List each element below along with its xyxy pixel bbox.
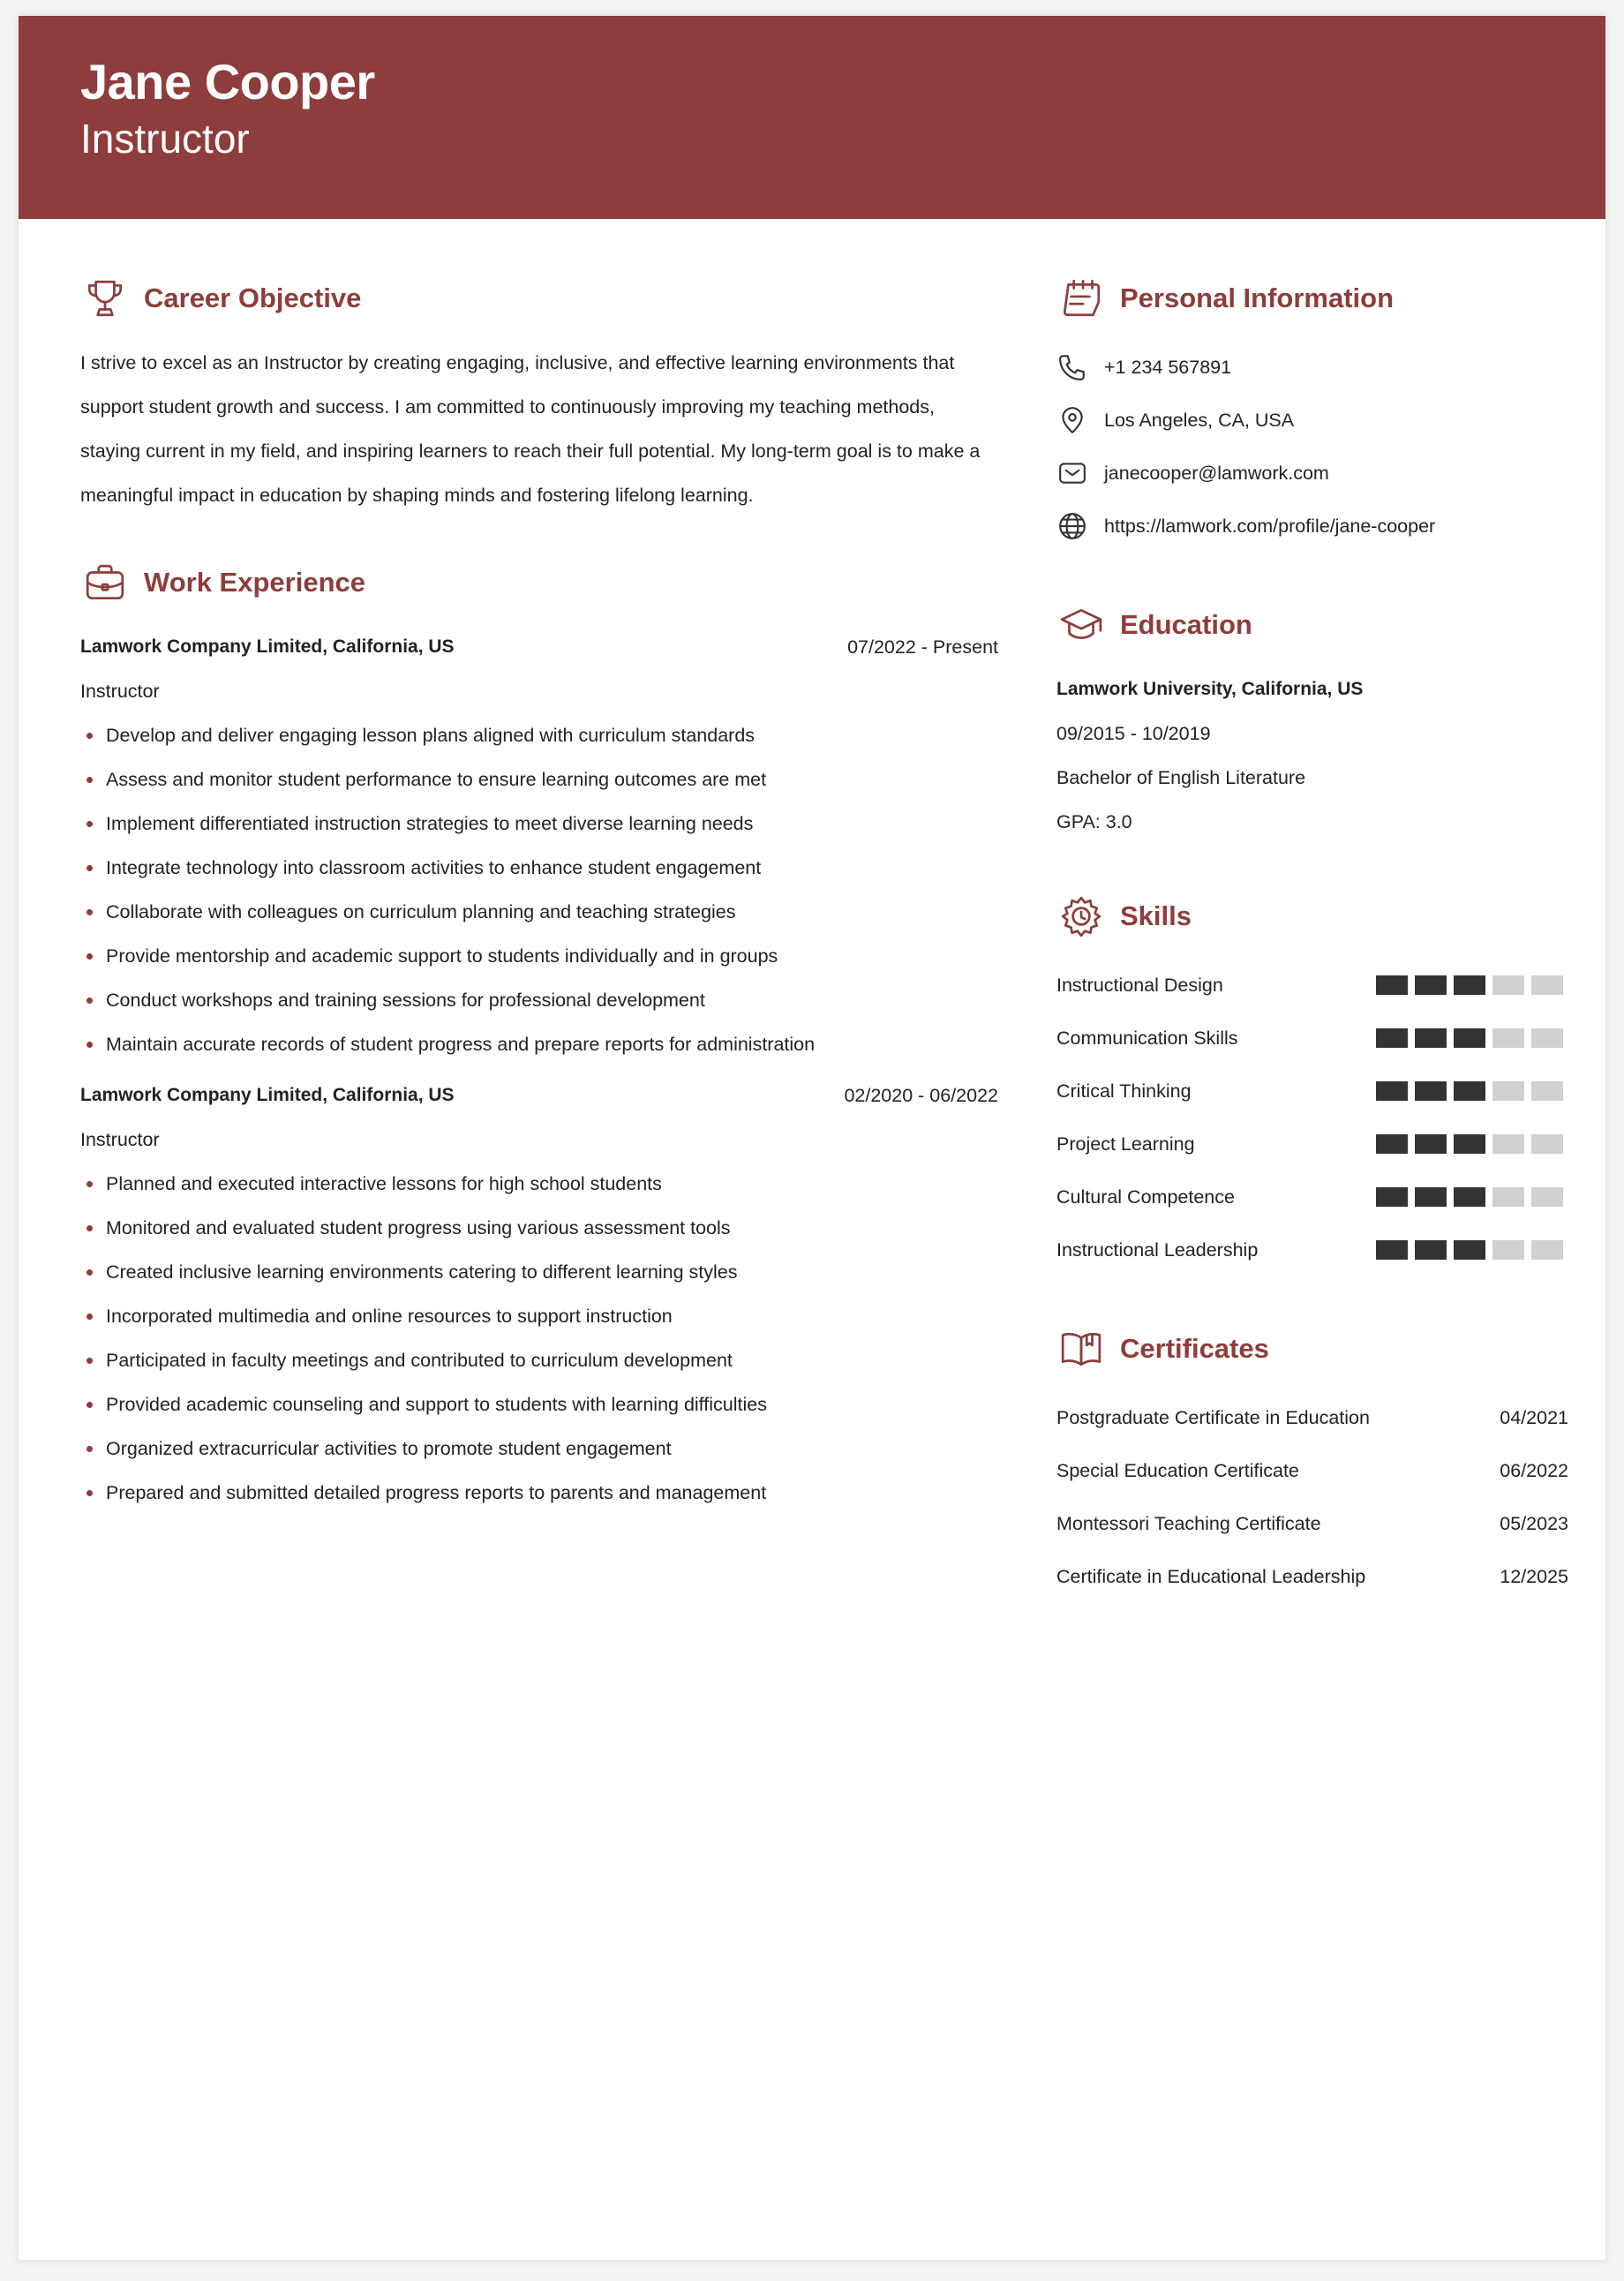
skill-name: Cultural Competence — [1056, 1186, 1235, 1208]
skill-segment-filled — [1454, 1187, 1485, 1207]
skill-segment-empty — [1531, 975, 1563, 995]
skill-segment-empty — [1531, 1134, 1563, 1154]
personal-information-section — [1056, 272, 1568, 553]
skill-segment-filled — [1376, 1028, 1408, 1048]
skill-segment-filled — [1415, 1240, 1447, 1260]
website-text: https://lamwork.com/profile/jane-cooper — [1104, 515, 1436, 537]
job-date: 07/2022 - Present — [847, 636, 998, 658]
section-title: Work Experience — [144, 567, 365, 598]
email-text: janecooper@lamwork.com — [1104, 462, 1329, 484]
certificate-item — [1056, 1444, 1568, 1497]
right-column — [1056, 272, 1568, 1649]
job-bullet: Maintain accurate records of student progress and prepare reports for administration — [80, 1022, 998, 1066]
job-bullet: Provide mentorship and academic support to students individually and in groups — [80, 934, 998, 978]
certificates-heading — [1056, 1322, 1568, 1375]
skill-name: Project Learning — [1056, 1133, 1195, 1155]
job-bullet: Provided academic counseling and support to students with learning difficulties — [80, 1382, 998, 1427]
education-school: Lamwork University, California, US — [1056, 679, 1364, 699]
education-heading — [1056, 598, 1568, 651]
skill-segment-empty — [1492, 1028, 1524, 1048]
certificate-date: 06/2022 — [1500, 1459, 1568, 1481]
job-bullet: Conduct workshops and training sessions for professional development — [80, 978, 998, 1022]
skill-item — [1056, 1171, 1568, 1223]
skill-level-bar — [1376, 1028, 1563, 1048]
skill-segment-empty — [1531, 1081, 1563, 1101]
section-title: Personal Information — [1120, 282, 1395, 313]
job-company: Lamwork Company Limited, California, US — [80, 636, 455, 657]
location-pin-icon — [1056, 404, 1088, 436]
job-bullet: Implement differentiated instruction strategies to meet diverse learning needs — [80, 802, 998, 846]
skills-list — [1056, 959, 1568, 1276]
skill-segment-filled — [1415, 1028, 1447, 1048]
skills-heading — [1056, 890, 1568, 943]
work-experience-heading — [80, 556, 998, 609]
skill-level-bar — [1376, 1134, 1563, 1154]
trophy-icon — [80, 274, 130, 323]
resume-page — [19, 16, 1605, 2260]
skill-segment-filled — [1454, 1028, 1485, 1048]
certificate-date: 12/2025 — [1500, 1565, 1568, 1587]
job-bullet: Develop and deliver engaging lesson plans aligned with curriculum standards — [80, 713, 998, 757]
job-role: Instructor — [80, 681, 160, 702]
skill-segment-filled — [1454, 1240, 1485, 1260]
phone-icon — [1056, 351, 1088, 383]
globe-icon — [1056, 510, 1088, 542]
skill-level-bar — [1376, 1187, 1563, 1207]
skill-segment-filled — [1454, 1081, 1485, 1101]
contact-website — [1056, 500, 1568, 553]
education-gpa: GPA: 3.0 — [1056, 811, 1132, 832]
candidate-role: Instructor — [80, 115, 250, 162]
section-title: Career Objective — [144, 282, 362, 313]
skill-segment-filled — [1376, 1240, 1408, 1260]
phone-text: +1 234 567891 — [1104, 356, 1232, 378]
skill-segment-empty — [1531, 1240, 1563, 1260]
skill-segment-empty — [1531, 1028, 1563, 1048]
skill-item — [1056, 1012, 1568, 1065]
skill-level-bar — [1376, 975, 1563, 995]
envelope-icon — [1056, 457, 1088, 489]
certificate-name: Certificate in Educational Leadership — [1056, 1565, 1366, 1587]
job-bullets — [80, 713, 998, 1066]
job-bullet: Collaborate with colleagues on curriculum planning and teaching strategies — [80, 890, 998, 934]
job-entry — [80, 625, 998, 1066]
skill-name: Instructional Leadership — [1056, 1238, 1259, 1261]
skill-segment-filled — [1376, 1134, 1408, 1154]
skill-level-bar — [1376, 1240, 1563, 1260]
certificate-name: Postgraduate Certificate in Education — [1056, 1406, 1370, 1428]
skill-level-bar — [1376, 1081, 1563, 1101]
skill-name: Communication Skills — [1056, 1027, 1238, 1049]
skill-segment-filled — [1415, 975, 1447, 995]
skill-segment-filled — [1376, 975, 1408, 995]
job-bullet: Participated in faculty meetings and contributed to curriculum development — [80, 1338, 998, 1382]
section-title: Education — [1120, 609, 1252, 640]
skill-segment-filled — [1415, 1187, 1447, 1207]
job-bullet: Integrate technology into classroom activities to enhance student engagement — [80, 846, 998, 890]
section-title: Skills — [1120, 900, 1192, 931]
skill-segment-empty — [1492, 1187, 1524, 1207]
contact-email — [1056, 447, 1568, 500]
candidate-name: Jane Cooper — [80, 54, 375, 109]
career-objective-heading — [80, 272, 998, 325]
job-role: Instructor — [80, 1129, 160, 1150]
skill-segment-filled — [1376, 1081, 1408, 1101]
job-bullet: Organized extracurricular activities to promote student engagement — [80, 1427, 998, 1471]
skill-item — [1056, 1223, 1568, 1276]
skill-segment-empty — [1492, 1240, 1524, 1260]
certificate-item — [1056, 1550, 1568, 1603]
location-text: Los Angeles, CA, USA — [1104, 409, 1295, 431]
briefcase-icon — [80, 558, 130, 607]
skill-item — [1056, 1118, 1568, 1171]
education-section — [1056, 598, 1568, 844]
skill-segment-filled — [1415, 1134, 1447, 1154]
section-title: Certificates — [1120, 1333, 1269, 1364]
calendar-note-icon — [1056, 274, 1106, 323]
skill-segment-empty — [1492, 1134, 1524, 1154]
certificates-section — [1056, 1322, 1568, 1603]
education-degree: Bachelor of English Literature — [1056, 767, 1306, 788]
certificate-item — [1056, 1497, 1568, 1550]
education-dates: 09/2015 - 10/2019 — [1056, 723, 1211, 744]
skill-segment-filled — [1415, 1081, 1447, 1101]
job-date: 02/2020 - 06/2022 — [844, 1084, 998, 1106]
job-bullet: Incorporated multimedia and online resources to support instruction — [80, 1294, 998, 1338]
skill-name: Critical Thinking — [1056, 1080, 1192, 1102]
skill-segment-filled — [1454, 975, 1485, 995]
job-bullet: Created inclusive learning environments catering to different learning styles — [80, 1250, 998, 1294]
certificate-name: Montessori Teaching Certificate — [1056, 1512, 1321, 1534]
skill-item — [1056, 1065, 1568, 1118]
skill-segment-empty — [1492, 1081, 1524, 1101]
job-entry — [80, 1073, 998, 1515]
skill-segment-filled — [1376, 1187, 1408, 1207]
certificate-date: 04/2021 — [1500, 1406, 1568, 1428]
certificate-name: Special Education Certificate — [1056, 1459, 1299, 1481]
resume-header — [19, 16, 1605, 219]
job-bullet: Prepared and submitted detailed progress reports to parents and management — [80, 1471, 998, 1515]
job-bullet: Monitored and evaluated student progress using various assessment tools — [80, 1206, 998, 1250]
job-bullets — [80, 1162, 998, 1515]
skills-section — [1056, 890, 1568, 1276]
personal-information-heading — [1056, 272, 1568, 325]
certificate-date: 05/2023 — [1500, 1512, 1568, 1534]
gear-clock-icon — [1056, 892, 1106, 941]
skill-item — [1056, 959, 1568, 1012]
graduation-cap-icon — [1056, 600, 1106, 650]
skill-segment-empty — [1531, 1187, 1563, 1207]
book-icon — [1056, 1324, 1106, 1374]
contact-location — [1056, 394, 1568, 447]
contact-phone — [1056, 341, 1568, 394]
job-bullet: Assess and monitor student performance to ensure learning outcomes are met — [80, 757, 998, 802]
left-column — [80, 272, 998, 1522]
certificate-item — [1056, 1391, 1568, 1444]
skill-segment-filled — [1454, 1134, 1485, 1154]
job-company: Lamwork Company Limited, California, US — [80, 1085, 455, 1105]
job-bullet: Planned and executed interactive lessons for high school students — [80, 1162, 998, 1206]
skill-segment-empty — [1492, 975, 1524, 995]
skill-name: Instructional Design — [1056, 974, 1223, 996]
career-objective-text: I strive to excel as an Instructor by creating engaging, inclusive, and effective learning environments that support student growth and success. I am committed to continuously improving my teaching methods, staying current in my field, and inspiring learners to reach their full potential. My long-term goal is to make a meaningful impact in education by shaping minds and fostering lifelong learning. — [80, 352, 981, 506]
